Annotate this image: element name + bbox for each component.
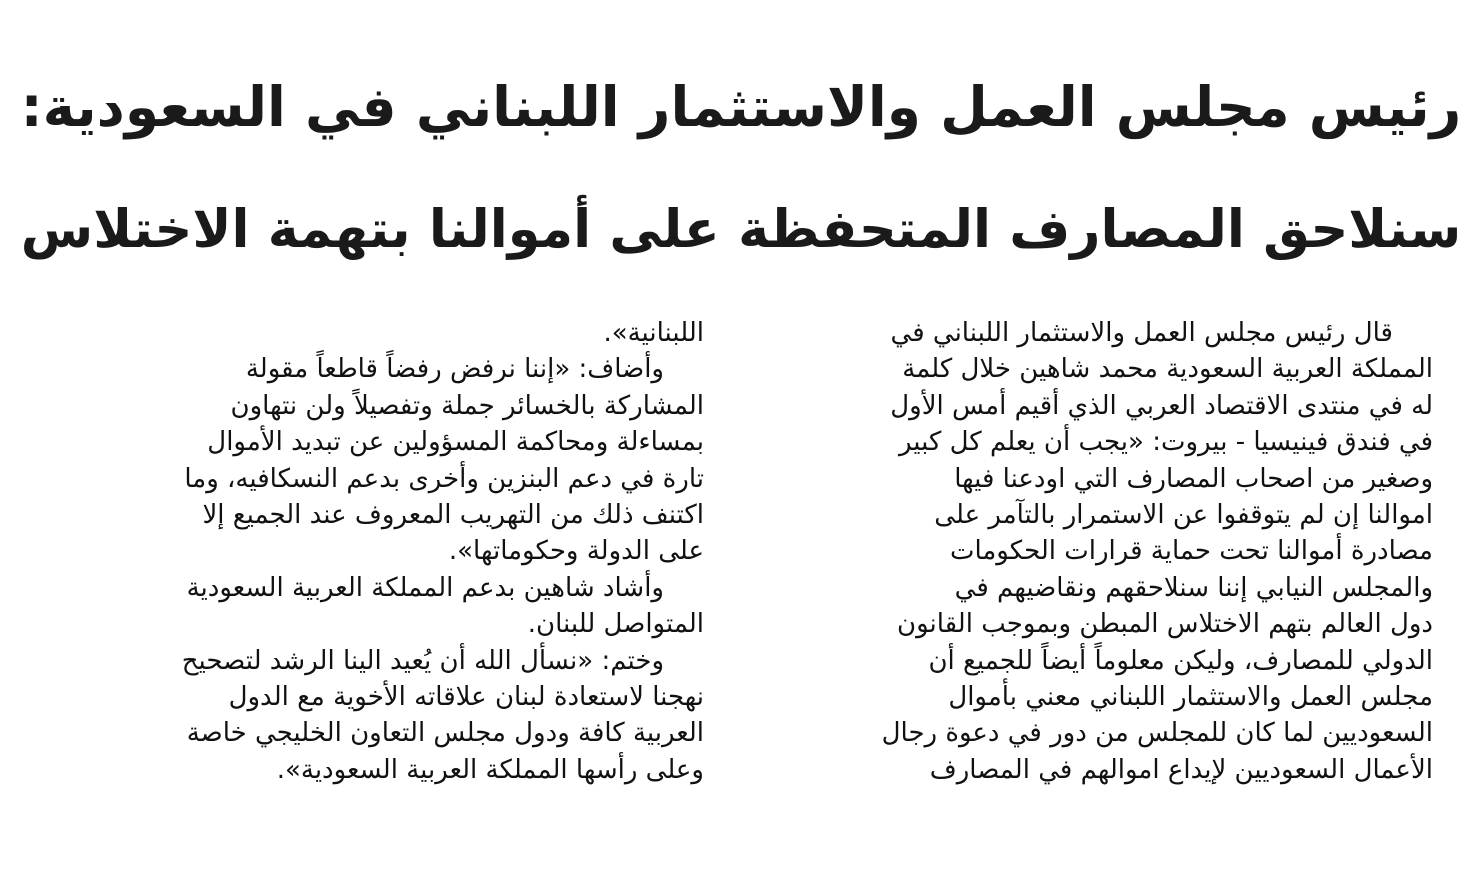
article-column-left bbox=[22, 315, 704, 788]
article-line: وأضاف: «إننا نرفض رفضاً قاطعاً مقولة bbox=[245, 354, 664, 385]
article-line: الدولي للمصارف، وليكن معلوماً أيضاً للجميع أن bbox=[928, 645, 1433, 676]
article-line: وختم: «نسأل الله أن يُعيد الينا الرشد لتصحيح bbox=[181, 645, 664, 676]
article-line: العربية كافة ودول مجلس التعاون الخليجي خاصة bbox=[186, 718, 704, 749]
article-line: مجلس العمل والاستثمار اللبناني معني بأموال bbox=[948, 682, 1433, 713]
article-line: في فندق فينيسيا - بيروت: «يجب أن يعلم كل كبير bbox=[898, 427, 1433, 458]
article-line: السعوديين لما كان للمجلس من دور في دعوة رجال bbox=[881, 718, 1433, 749]
article-line: اموالنا إن لم يتوقفوا عن الاستمرار بالتآمر على bbox=[934, 500, 1433, 531]
article-line: الأعمال السعوديين لإيداع اموالهم في المصارف bbox=[929, 754, 1433, 785]
headline-line-1: رئيس مجلس العمل والاستثمار اللبناني في السعودية: bbox=[20, 75, 1462, 139]
article-line: له في منتدى الاقتصاد العربي الذي أقيم أمس الأول bbox=[890, 390, 1433, 421]
article-line: والمجلس النيابي إننا سنلاحقهم ونقاضيهم في bbox=[954, 572, 1433, 603]
article-line: المشاركة بالخسائر جملة وتفصيلاً ولن نتهاون bbox=[230, 390, 704, 421]
article-line: مصادرة أموالنا تحت حماية قرارات الحكومات bbox=[949, 536, 1433, 567]
article-line: المتواصل للبنان. bbox=[527, 609, 704, 640]
article-column-right bbox=[748, 315, 1433, 788]
headline-line-2: سنلاحق المصارف المتحفظة على أموالنا بتهمة الاختلاس bbox=[20, 199, 1462, 260]
article-line: دول العالم بتهم الاختلاس المبطن وبموجب القانون bbox=[896, 609, 1433, 640]
article-line: نهجنا لاستعادة لبنان علاقاته الأخوية مع الدول bbox=[228, 682, 704, 713]
article-line: وصغير من اصحاب المصارف التي اودعنا فيها bbox=[954, 463, 1433, 494]
article-line: وعلى رأسها المملكة العربية السعودية». bbox=[276, 754, 704, 785]
article-line: تارة في دعم البنزين وأخرى بدعم النسكافيه، وما bbox=[184, 463, 704, 494]
article-line: وأشاد شاهين بدعم المملكة العربية السعودية bbox=[186, 572, 664, 603]
article-line: قال رئيس مجلس العمل والاستثمار اللبناني في bbox=[890, 318, 1393, 348]
article-line: بمساءلة ومحاكمة المسؤولين عن تبديد الأموال bbox=[207, 427, 704, 458]
article-line: اللبنانية». bbox=[603, 318, 704, 348]
article-line: اكتنف ذلك من التهريب المعروف عند الجميع إلا bbox=[202, 500, 704, 531]
article-line: على الدولة وحكوماتها». bbox=[448, 536, 704, 567]
article-line: المملكة العربية السعودية محمد شاهين خلال كلمة bbox=[902, 354, 1433, 385]
